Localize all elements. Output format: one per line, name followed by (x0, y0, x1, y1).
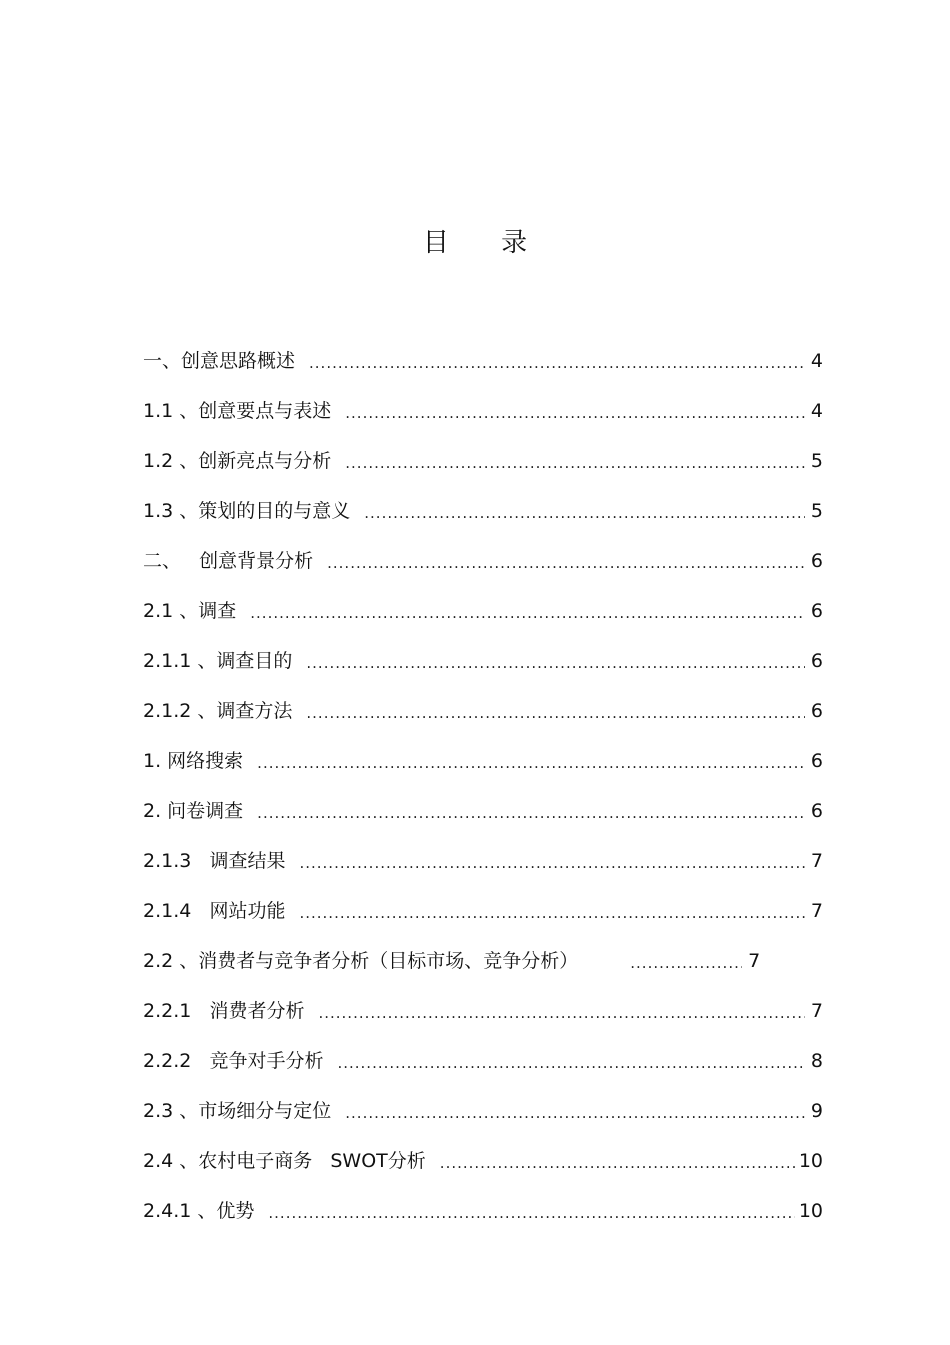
toc-entry-label: 2.2 、消费者与竞争者分析（目标市场、竞争分析） (143, 950, 579, 972)
toc-dot-leader (268, 1200, 794, 1226)
toc-entry-page: 7 (810, 900, 823, 922)
toc-entry-label: 2.3 、市场细分与定位 (143, 1100, 332, 1122)
toc-dot-leader (306, 650, 805, 676)
toc-entry-label: 2.1.4 网站功能 (143, 900, 286, 922)
toc-dot-leader (327, 550, 805, 576)
toc-entry-page: 6 (810, 550, 823, 572)
toc-entry-label: 2.1.2 、调查方法 (143, 700, 293, 722)
toc-entry-page: 8 (810, 1050, 823, 1072)
toc-entry-page: 10 (798, 1150, 823, 1172)
toc-entry-label: 2.4.1 、优势 (143, 1200, 255, 1222)
toc-entry (143, 976, 823, 1026)
toc-entry-page: 5 (810, 500, 823, 522)
toc-title: 目 录 (422, 228, 550, 258)
toc-entry-label: 2.4 、农村电子商务 SWOT分析 (143, 1150, 426, 1172)
toc-entry-page: 6 (810, 800, 823, 822)
toc-entry-label: 1. 网络搜索 (143, 750, 244, 772)
toc-dot-leader (257, 750, 805, 776)
toc-entry-page: 6 (810, 600, 823, 622)
toc-entry (143, 576, 823, 626)
toc-dot-leader (364, 500, 805, 526)
toc-entry-page: 6 (810, 700, 823, 722)
toc-entry-label: 2.2.1 消费者分析 (143, 1000, 305, 1022)
toc-entry-label: 2.1 、调查 (143, 600, 237, 622)
toc-entry-label: 2.1.1 、调查目的 (143, 650, 293, 672)
toc-entry (143, 626, 823, 676)
toc-entry (143, 376, 823, 426)
toc-entry (143, 1076, 823, 1126)
toc-entry (143, 926, 823, 976)
toc-entry (143, 876, 823, 926)
toc-entry-label: 1.2 、创新亮点与分析 (143, 450, 332, 472)
toc-entry-page: 6 (810, 650, 823, 672)
toc-entry-page: 7 (810, 850, 823, 872)
toc-dot-leader (630, 950, 742, 976)
toc-entry-page: 5 (810, 450, 823, 472)
toc-entry (143, 776, 823, 826)
toc-entry (143, 526, 823, 576)
toc-dot-leader (306, 700, 805, 726)
toc-entry-label: 1.3 、策划的目的与意义 (143, 500, 351, 522)
toc-entry (143, 726, 823, 776)
toc-entry-label: 2.2.2 竞争对手分析 (143, 1050, 324, 1072)
toc-dot-leader (309, 350, 805, 376)
toc-entry (143, 1126, 823, 1176)
toc-entry-label: 2.1.3 调查结果 (143, 850, 286, 872)
toc-entry (143, 326, 823, 376)
toc-entry-page: 7 (748, 950, 761, 972)
toc-dot-leader (337, 1050, 805, 1076)
toc-dot-leader (257, 800, 805, 826)
toc-entry-page: 7 (810, 1000, 823, 1022)
toc-entry (143, 426, 823, 476)
toc-dot-leader (250, 600, 805, 626)
toc-entry-label: 二、 创意背景分析 (143, 550, 314, 572)
toc-entry (143, 826, 823, 876)
toc-dot-leader (345, 450, 805, 476)
toc-entry (143, 1176, 823, 1226)
toc-dot-leader (345, 1100, 805, 1126)
toc-entry-page: 4 (810, 400, 823, 422)
toc-entry-page: 4 (810, 350, 823, 372)
toc-entry (143, 676, 823, 726)
toc-entry-page: 10 (798, 1200, 823, 1222)
toc-dot-leader (299, 900, 805, 926)
toc-dot-leader (299, 850, 805, 876)
toc-entry-page: 9 (810, 1100, 823, 1122)
toc-dot-leader (440, 1150, 795, 1176)
toc-entry (143, 476, 823, 526)
toc-dot-leader (345, 400, 805, 426)
toc-entry-page: 6 (810, 750, 823, 772)
toc-entry (143, 1026, 823, 1076)
toc-entry-label: 1.1 、创意要点与表述 (143, 400, 332, 422)
toc-dot-leader (318, 1000, 805, 1026)
toc-list (143, 326, 823, 1226)
toc-entry-label: 2. 问卷调查 (143, 800, 244, 822)
toc-entry-label: 一、创意思路概述 (143, 350, 296, 372)
